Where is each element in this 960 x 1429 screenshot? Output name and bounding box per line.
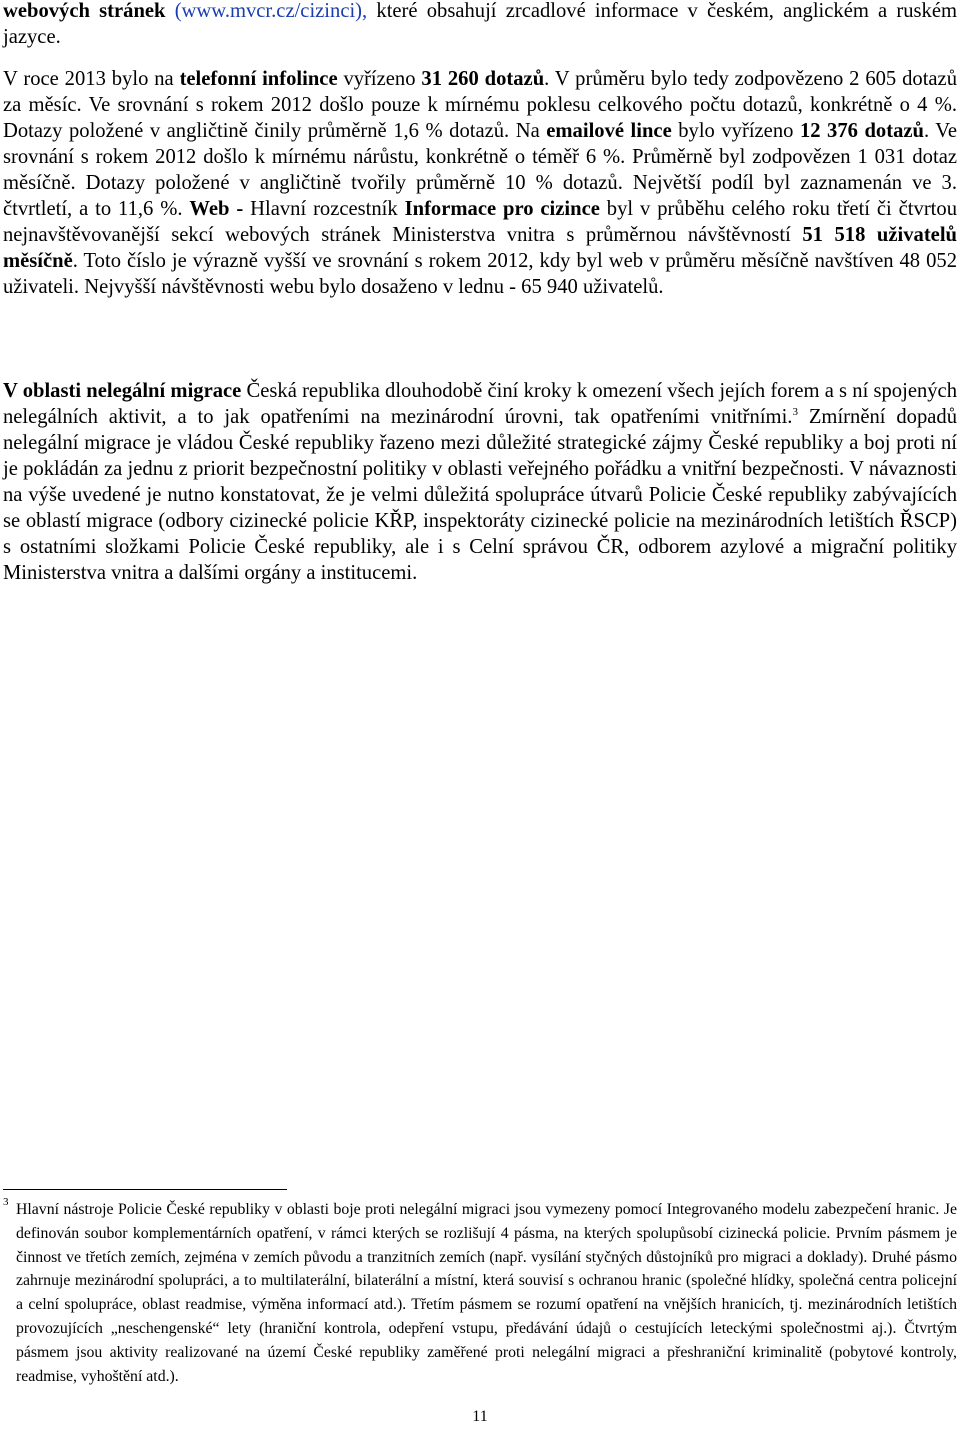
bold-phone-count: 31 260 dotazů <box>421 68 545 90</box>
bold-web-label: Web - <box>189 198 244 220</box>
text-run: . Ve srovnání s rokem 2012 došlo k mírnému nárůstu, konkrétně o téměř 6 %. Průměrně byl zodpovězen 1 031 dotaz měsíčně. Dotazy položené v angličtině tvořily průměrně 10 % dotazů. Největší podíl byl zaznamenán ve 3. čtvrtletí, a to 11,6 %. <box>3 120 957 220</box>
paragraph-text: které obsahují zrcadlové informace v českém, anglickém a ruském jazyce. <box>3 0 957 48</box>
text-run: bylo vyřízeno <box>671 120 800 142</box>
paragraph-web-sources <box>3 0 957 50</box>
text-run: Hlavní rozcestník <box>243 198 405 220</box>
text-run: V roce 2013 bylo na <box>3 68 180 90</box>
text-run: . V průměru bylo tedy zodpovězeno 2 605 dotazů za měsíc. Ve srovnání s rokem 2012 došlo pouze k mírnému poklesu celkového počtu dotazů, konkrétně o 4 %. Dotazy položené v angličtině činily průměrně 1,6 % dotazů. Na <box>3 68 957 142</box>
text-run: Zmírnění dopadů nelegální migrace je vládou České republiky řazeno mezi důležité strategické zájmy České republiky a boj proti ní je pokládán za jednu z priorit bezpečnostní politiky v oblasti veřejného pořádku a vnitřní bezpečnosti. V návaznosti na výše uvedené je nutno konstatovat, že je velmi důležitá spolupráce útvarů Policie České republiky zabývajících se oblastí migrace (odbory cizinecké policie KŘP, inspektoráty cizinecké policie na mezinárodních letištích ŘSCP) s ostatními složkami Policie České republiky, ale i s Celní správou ČR, odborem azylové a migrační politiky Ministerstva vnitra a dalšími orgány a institucemi. <box>3 406 957 584</box>
text-run: . Toto číslo je výrazně vyšší ve srovnání s rokem 2012, kdy byl web v průměru měsíčně navštíven 48 052 uživateli. Nejvyšší návštěvnosti webu bylo dosaženo v lednu - 65 940 uživatelů. <box>3 250 957 298</box>
footnote-3 <box>3 1198 957 1388</box>
bold-illegal-migration: V oblasti nelegální migrace <box>3 380 242 402</box>
bold-monthly-users: 51 518 uživatelů měsíčně <box>3 224 957 272</box>
text-run: byl v průběhu celého roku třetí či čtvrtou nejnavštěvovanější sekcí webových stránek Ministerstva vnitra s průměrnou návštěvností <box>3 198 958 246</box>
text-run: vyřízeno <box>337 68 422 90</box>
page-number: 11 <box>472 1408 488 1425</box>
footnote-mark: 3 <box>3 1196 9 1208</box>
text-run: Česká republika dlouhodobě činí kroky k omezení všech jejích forem a s ní spojených nelegálních aktivit, a to jak opatřeními na mezinárodní úrovni, tak opatřeními vnitřními. <box>3 380 957 428</box>
footnote-text: Hlavní nástroje Policie České republiky v oblasti boje proti nelegální migraci jsou vymezeny pomocí Integrovaného modelu zabezpečení hranic. Je definován soubor komplementárních opatření, v rámci kterých se rozlišují 4 pásma, na kterých spolupůsobí cizinecká policie. Prvním pásmem je činnost ve třetích zemích, zejména v zemích původu a tranzitních zemích (např. vysílání styčných důstojníků pro migraci a doklady). Druhé pásmo zahrnuje mezinárodní spolupráci, a to multilaterální, bilaterální a místní, která souvisí s ochranou hranic (společné hlídky, společná centra policejní a celní spolupráce, oblast readmise, výměna informací atd.). Třetím pásmem se rozumí opatření na vnějších hranicích, tj. mezinárodních letištích provozujících „neschengenské“ lety (hraniční kontrola, odepření vstupu, předávání údajů o cestujících leteckými společnostmi aj.). Čtvrtým pásmem jsou aktivity realizované na území České republiky zaměřené proti nelegální migraci a přeshraniční kriminalitě (pobytové kontroly, readmise, vyhoštění atd.). <box>16 1201 957 1385</box>
web-pages-label: webových stránek <box>3 0 166 22</box>
bold-phone-infoline: telefonní infolince <box>179 68 338 90</box>
paragraph-illegal-migration <box>3 378 957 586</box>
bold-email-count: 12 376 dotazů <box>799 120 924 142</box>
bold-section-name: Informace pro cizince <box>404 198 600 220</box>
footnote-reference[interactable]: 3 <box>792 406 798 419</box>
paragraph-infoline-stats <box>3 66 957 300</box>
bold-email-line: emailové lince <box>546 120 672 142</box>
footnote-separator <box>3 1189 287 1190</box>
mvcr-link[interactable]: (www.mvcr.cz/cizinci), <box>174 0 368 22</box>
